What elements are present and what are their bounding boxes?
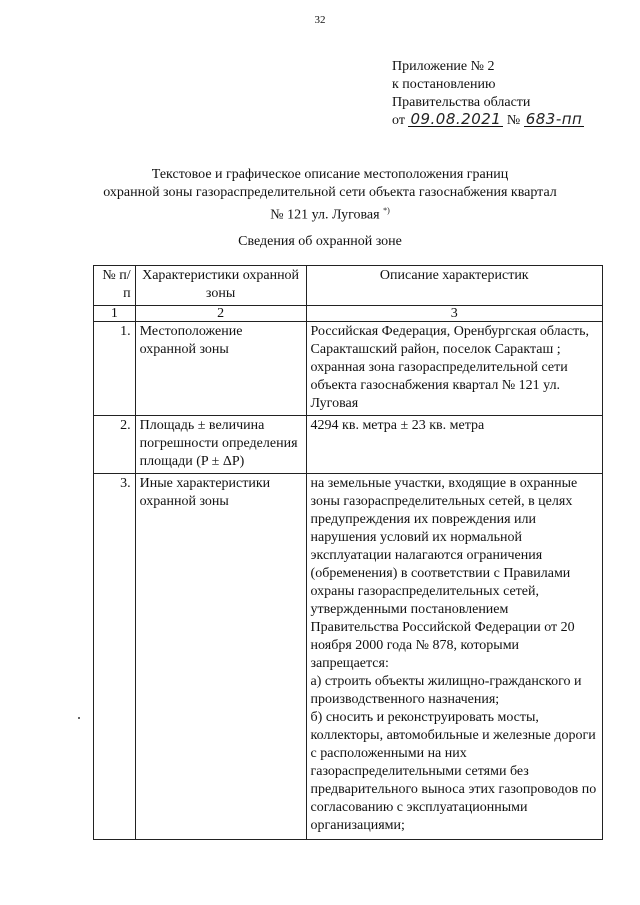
document-title xyxy=(60,166,600,225)
header-characteristics: Характеристики охранной зоны xyxy=(135,266,306,306)
handwritten-date: 09.08.2021 xyxy=(410,110,502,128)
restrictions-intro: на земельные участки, входящие в охранные зоны газораспределительных сетей, в целях предупреждения их повреждения или нарушения условий их нормальной эксплуатации налагаются ограничения (обременения) в соответствии с Правилами охраны газораспределительных сетей, утвержденными постановлением Правительства Российской Федерации от 20 ноября 2000 года № 878, которыми запрещается: xyxy=(310,476,578,671)
number-label: № xyxy=(506,113,521,128)
title-line-2: охранной зоны газораспределительной сети объекта газоснабжения квартал xyxy=(103,185,557,200)
table-row xyxy=(94,322,603,416)
row-characteristic: Местоположение охранной зоны xyxy=(135,322,306,416)
scan-speck xyxy=(78,717,80,719)
footnote-mark: *) xyxy=(383,206,390,215)
table-row xyxy=(94,474,603,840)
from-label: от xyxy=(392,113,405,128)
header-description: Описание характеристик xyxy=(306,266,602,306)
annex-block xyxy=(392,58,584,130)
row-number: 2. xyxy=(94,416,136,474)
column-number: 3 xyxy=(306,306,602,322)
annex-date-line xyxy=(392,112,584,130)
row-number: 1. xyxy=(94,322,136,416)
row-description: Российская Федерация, Оренбургская область, Саракташский район, поселок Саракташ ; охранная зона газораспределительной сети объекта газоснабжения квартал № 121 ул. Луговая xyxy=(306,322,602,416)
title-line-3 xyxy=(60,202,600,225)
page-number: 32 xyxy=(314,14,326,26)
header-num: № п/п xyxy=(94,266,136,306)
row-number: 3. xyxy=(94,474,136,840)
section-subtitle: Сведения об охранной зоне xyxy=(238,234,402,249)
column-number: 2 xyxy=(135,306,306,322)
title-line-3-text: № 121 ул. Луговая xyxy=(270,207,380,223)
title-line-1: Текстовое и графическое описание местоположения границ xyxy=(151,167,509,182)
restriction-item-b: б) сносить и реконструировать мосты, коллекторы, автомобильные и железные дороги с расположенными на них газораспределительными сетями без предварительного выноса этих газопроводов по согласованию с эксплуатационными организациями; xyxy=(310,710,597,833)
annex-line-3: Правительства области xyxy=(392,95,531,110)
row-characteristic: Иные характеристики охранной зоны xyxy=(135,474,306,840)
table-header-row xyxy=(94,266,603,306)
handwritten-number: 683-пп xyxy=(525,110,583,128)
protection-zone-table xyxy=(93,265,603,840)
column-number: 1 xyxy=(94,306,136,322)
table-row xyxy=(94,416,603,474)
column-number-row xyxy=(94,306,603,322)
row-description xyxy=(306,474,602,840)
annex-line-2: к постановлению xyxy=(392,77,496,92)
annex-line-1: Приложение № 2 xyxy=(392,59,495,74)
row-characteristic: Площадь ± величина погрешности определения площади (P ± ΔP) xyxy=(135,416,306,474)
restriction-item-a: а) строить объекты жилищно-гражданского и производственного назначения; xyxy=(310,674,582,707)
row-description: 4294 кв. метра ± 23 кв. метра xyxy=(306,416,602,474)
